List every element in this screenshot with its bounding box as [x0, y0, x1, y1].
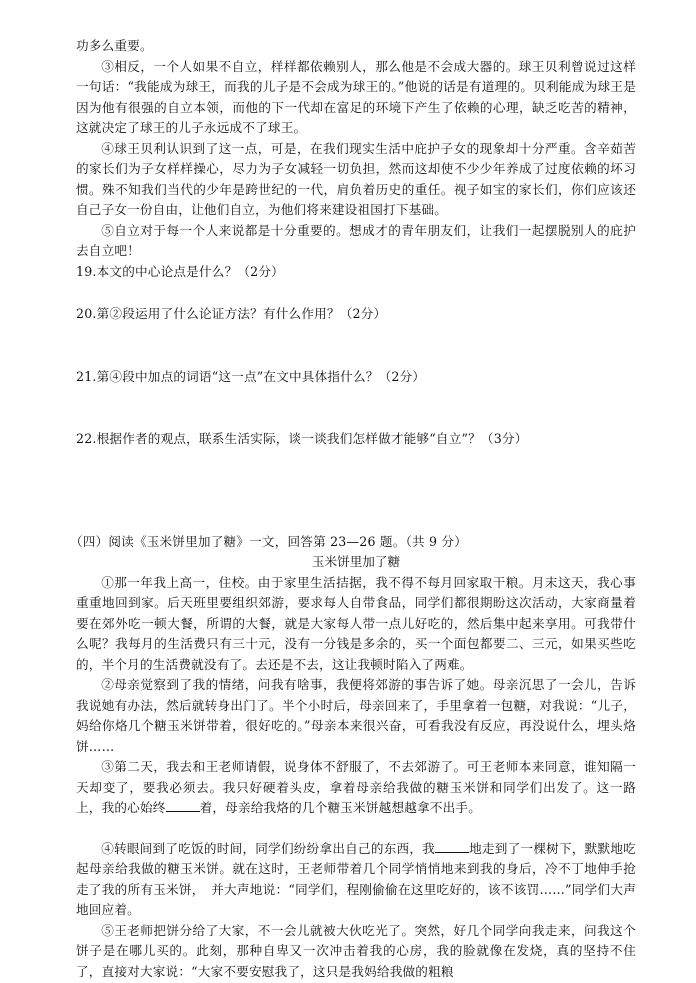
paragraph-4: ④球王贝利认识到了这一点，可是，在我们现实生活中庇护子女的现象却十分严重。含辛茹苦的家长们为子女样样操心，尽力为子女减轻一切负担，然而这却使不少少年养成了过度依赖的坏习惯。殊不知我们当代的少年是跨世纪的一代，肩负着历史的重任。视子如宝的家长们，你们应该还自己子女一份自由，让他们自立，为他们将来建设祖国打下基础。	[76, 140, 636, 217]
paragraph-4-text-b: 地走到了一棵树下，默默地吃起母亲给我做的糖玉米饼。就在这时，王老师带着几个同学悄悄地来到我的身后，冷不丁地伸手抢走了我的所有玉米饼， 并大声地说：“同学们，程刚偷偷在这里吃好的，该不该罚……”同学们大声地回应着。	[76, 840, 636, 917]
exam-page	[70, 36, 636, 982]
paragraph-3-text-b: 着，母亲给我烙的几个糖玉米饼越想越拿不出手。	[199, 800, 482, 815]
answer-space-19[interactable]	[76, 282, 636, 304]
answer-space-21[interactable]	[76, 387, 636, 429]
paragraph-4-text-a: ④转眼间到了吃饭的时间，同学们纷纷拿出自己的东西，我	[101, 840, 436, 856]
question-20: 20.第②段运用了什么论证方法？有什么作用？（2分）	[76, 306, 387, 321]
answer-space-22[interactable]	[76, 450, 636, 532]
article-paragraph-2: ②母亲觉察到了我的情绪，问我有啥事，我便将郊游的事告诉了她。母亲沉思了一会儿，告诉我说她有办法，然后就转身出门了。半个小时后，母亲回来了，手里拿着一包糖，对我说：“儿子，妈给你烙几个糖玉米饼带着，很好吃的。”母亲本来很兴奋，可看我没有反应，再没说什么，埋头烙饼……	[76, 677, 636, 754]
paragraph-3-text-a: ③第二天，我去和王老师请假，说身体不舒服了，不去郊游了。可王老师本来同意，谁知隔一天却变了，要我必须去。我只好硬着头皮，拿着母亲给我做的糖玉米饼和同学们出发了。这一路上，我的心始终	[76, 759, 636, 815]
question-22: 22.根据作者的观点，联系生活实际，谈一谈我们怎样做才能够“自立”？（3分）	[76, 431, 528, 446]
question-21: 21.第④段中加点的词语“这一点”在文中具体指什么？（2分）	[76, 368, 426, 384]
article-paragraph-3	[76, 757, 636, 819]
article-paragraph-5: ⑤王老师把饼分给了大家，不一会儿就被大伙吃光了。突然，好几个同学向我走来，问我这个饼子是在哪儿买的。此刻，那种自卑又一次冲击着我的心房，我的脸就像在发烧，真的坚持不住了，直接对大家说：“大家不要安慰我了，这只是我妈给我做的粗粮	[76, 922, 636, 979]
fill-blank-2[interactable]	[435, 840, 469, 853]
section-four-instruction: （四）阅读《玉米饼里加了糖》一文，回答第 23—26 题。（共 9 分）	[70, 533, 468, 549]
paragraph-3: ③相反，一个人如果不自立，样样都依赖别人，那么他是不会成大器的。球王贝利曾说过这样一句话：“我能成为球王，而我的儿子是不会成为球王的。”他说的话是有道理的。贝利能成为球王是因为他有很强的自立本领，而他的下一代却在富足的环境下产生了依赖的心理，缺乏吃苦的精神，这就决定了球王的儿子永远成不了球王。	[76, 58, 636, 135]
article-paragraph-4	[76, 839, 636, 921]
fill-blank-1[interactable]	[166, 799, 200, 812]
paragraph-5: ⑤自立对于每一个人来说都是十分重要的。想成才的青年朋友们，让我们一起摆脱别人的庇护去自立吧！	[76, 222, 636, 258]
paragraph-2-end: 功多么重要。	[76, 38, 153, 53]
question-19: 19.本文的中心论点是什么？（2分）	[76, 263, 284, 279]
article-title: 玉米饼里加了糖	[311, 554, 401, 569]
article-paragraph-1: ①那一年我上高一，住校。由于家里生活拮据，我不得不每月回家取干粮。月末这天，我心事重重地回到家。后天班里要组织郊游，要求每人自带食品，同学们都很期盼这次活动，大家商量着要在郊外吃一顿大餐，所谓的大餐，就是大家每人带一点儿好吃的，然后集中起来享用。可我带什么呢？我每月的生活费只有三十元，没有一分钱是多余的，买一个面包都要二、三元，如果买些吃的，半个月的生活费就没有了。去还是不去，这让我顿时陷入了两难。	[76, 574, 636, 672]
answer-space-20[interactable]	[76, 325, 636, 367]
